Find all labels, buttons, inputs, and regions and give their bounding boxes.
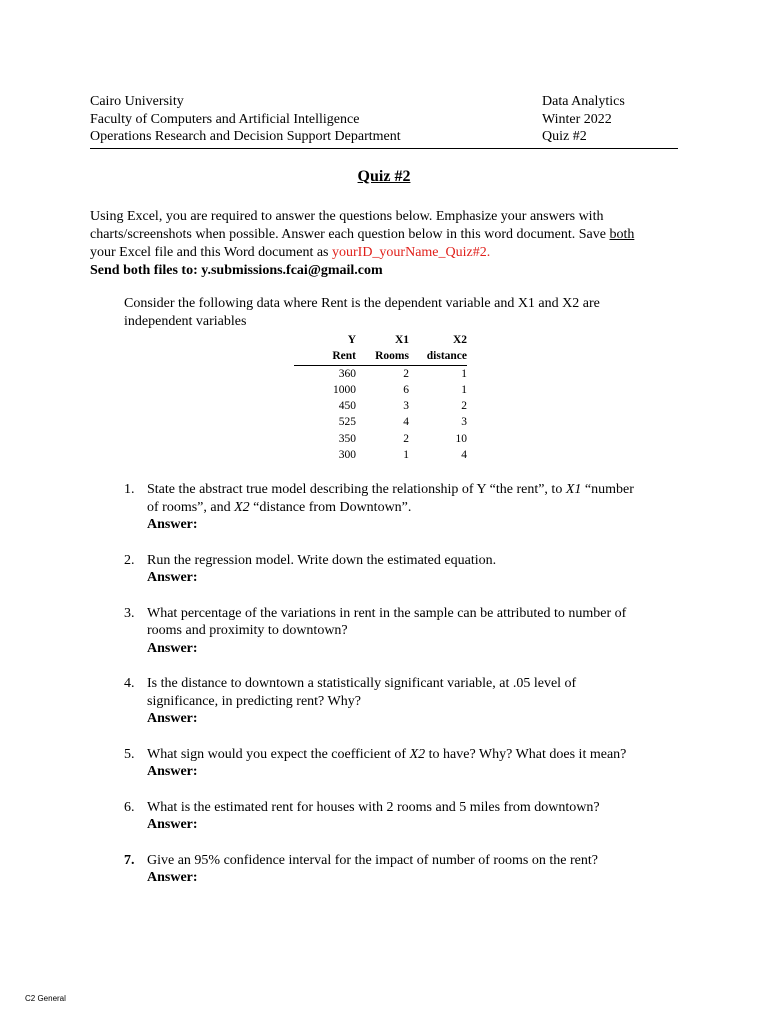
file-name: yourID_yourName_Quiz#2. (332, 245, 491, 260)
table-row: 1000 6 1 (333, 383, 467, 396)
question-list (124, 481, 684, 887)
classification-footer: C2 General (25, 994, 66, 1003)
answer-label: Answer: (147, 764, 198, 779)
term: Winter 2022 (542, 111, 612, 127)
answer-label: Answer: (147, 817, 198, 832)
table-row: 525 4 3 (338, 416, 467, 429)
faculty-name: Faculty of Computers and Artificial Intelligence (90, 111, 360, 127)
answer-label: Answer: (147, 870, 198, 885)
question-6: 6. What is the estimated rent for houses with 2 rooms and 5 miles from downtown? Answer: (124, 799, 684, 834)
page-title: Quiz #2 (357, 168, 411, 185)
col-rooms-header: Rooms (356, 348, 409, 365)
data-description: Consider the following data where Rent is the dependent variable and X1 and X2 are independent variables (124, 296, 600, 329)
col-x2-header: X2 (452, 334, 467, 346)
col-rent-header: Rent (294, 348, 356, 365)
col-distance-header: distance (409, 348, 467, 365)
instructions-line-1: Using Excel, you are required to answer the questions below. Emphasize your answers with (90, 209, 604, 224)
instructions-line-3: your Excel file and this Word document as yourID_yourName_Quiz#2. (90, 245, 491, 260)
answer-label: Answer: (147, 570, 198, 585)
table-row: 300 1 4 (338, 449, 467, 462)
table-row: 360 2 1 (338, 367, 467, 380)
question-4: 4. Is the distance to downtown a statistically significant variable, at .05 level of significance, in predicting rent? Why? Answer: (124, 675, 684, 728)
col-x1-header: X1 (394, 334, 409, 346)
header-divider (90, 148, 678, 149)
department-name: Operations Research and Decision Support Department (90, 129, 401, 144)
question-1: 1. State the abstract true model describing the relationship of Y “the rent”, to X1 “number of rooms”, and X2 “distance from Downtown”. Answer: (124, 481, 684, 534)
header-left (90, 93, 401, 146)
col-y-header: Y (347, 334, 356, 346)
question-2: 2. Run the regression model. Write down the estimated equation. Answer: (124, 552, 684, 587)
quiz-number: Quiz #2 (542, 129, 587, 144)
question-3: 3. What percentage of the variations in rent in the sample can be attributed to number of rooms and proximity to downtown? Answer: (124, 605, 684, 658)
answer-label: Answer: (147, 517, 198, 532)
header-right (542, 93, 625, 146)
instructions-line-2: charts/screenshots when possible. Answer each question below in this word document. Save both (90, 227, 635, 242)
both-emphasis: both (609, 227, 635, 242)
table-header-row (294, 332, 467, 348)
answer-label: Answer: (147, 640, 198, 656)
table-subheader-row (294, 348, 467, 365)
data-table (294, 332, 467, 463)
question-5: 5. What sign would you expect the coefficient of X2 to have? Why? What does it mean? Answer: (124, 746, 684, 781)
table-row: 450 3 2 (338, 400, 467, 413)
university-name: Cairo University (90, 94, 184, 109)
send-instruction: Send both files to: y.submissions.fcai@gmail.com (90, 263, 383, 278)
table-row: 350 2 10 (338, 432, 467, 445)
course-name: Data Analytics (542, 94, 625, 109)
answer-label: Answer: (147, 711, 198, 726)
instructions (90, 208, 690, 280)
question-7: 7. Give an 95% confidence interval for the impact of number of rooms on the rent? Answer: (124, 852, 684, 887)
